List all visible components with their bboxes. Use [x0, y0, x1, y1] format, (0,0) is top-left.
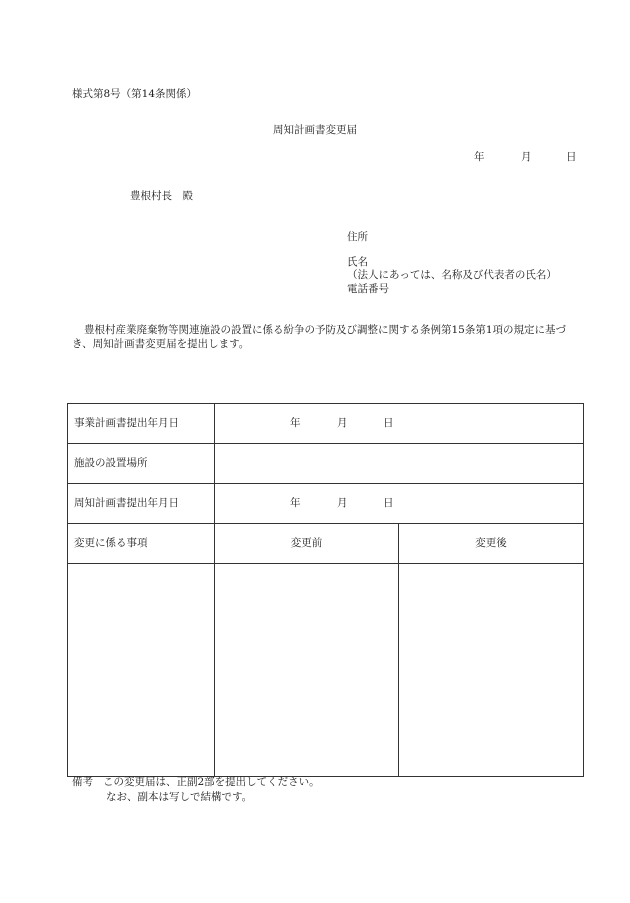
change-items-label: 変更に係る事項	[68, 524, 215, 564]
notes-text-1: この変更届は、正副2部を提出してください。	[103, 776, 320, 788]
field-year-label: 年	[290, 416, 301, 429]
notes-label: 備考	[72, 776, 93, 788]
facility-location-field[interactable]	[215, 444, 584, 484]
field-day-label: 日	[383, 416, 394, 429]
notes-text-2: なお、副本は写しで結構です。	[106, 791, 253, 803]
notice-plan-date-field[interactable]	[215, 484, 584, 524]
business-plan-date-label: 事業計画書提出年月日	[68, 404, 215, 444]
notes-line-1	[72, 776, 320, 790]
field-year-label: 年	[290, 496, 301, 509]
form-number: 様式第8号（第14条関係）	[72, 88, 198, 100]
document-title: 周知計画書変更届	[273, 124, 357, 136]
before-change-header: 変更前	[215, 524, 399, 564]
facility-location-label: 施設の設置場所	[68, 444, 215, 484]
after-change-header: 変更後	[399, 524, 584, 564]
change-items-field[interactable]	[68, 564, 215, 777]
addressee: 豊根村長 殿	[130, 190, 193, 202]
date-day-label: 日	[566, 151, 577, 163]
field-month-label: 月	[337, 496, 348, 509]
phone-label: 電話番号	[347, 283, 389, 295]
notice-plan-date-label: 周知計画書提出年月日	[68, 484, 215, 524]
change-form-table	[67, 403, 584, 777]
name-label: 氏名	[347, 256, 368, 268]
name-note: （法人にあっては、名称及び代表者の氏名）	[347, 269, 557, 281]
date-year-label: 年	[474, 151, 485, 163]
before-change-field[interactable]	[215, 564, 399, 777]
field-day-label: 日	[383, 496, 394, 509]
business-plan-date-field[interactable]	[215, 404, 584, 444]
field-month-label: 月	[337, 416, 348, 429]
address-label: 住所	[347, 231, 368, 243]
date-month-label: 月	[521, 151, 532, 163]
after-change-field[interactable]	[399, 564, 584, 777]
body-text: 豊根村産業廃棄物等関連施設の設置に係る紛争の予防及び調整に関する条例第15条第1項の規定に基づき、周知計画書変更届を提出します。	[72, 324, 567, 351]
